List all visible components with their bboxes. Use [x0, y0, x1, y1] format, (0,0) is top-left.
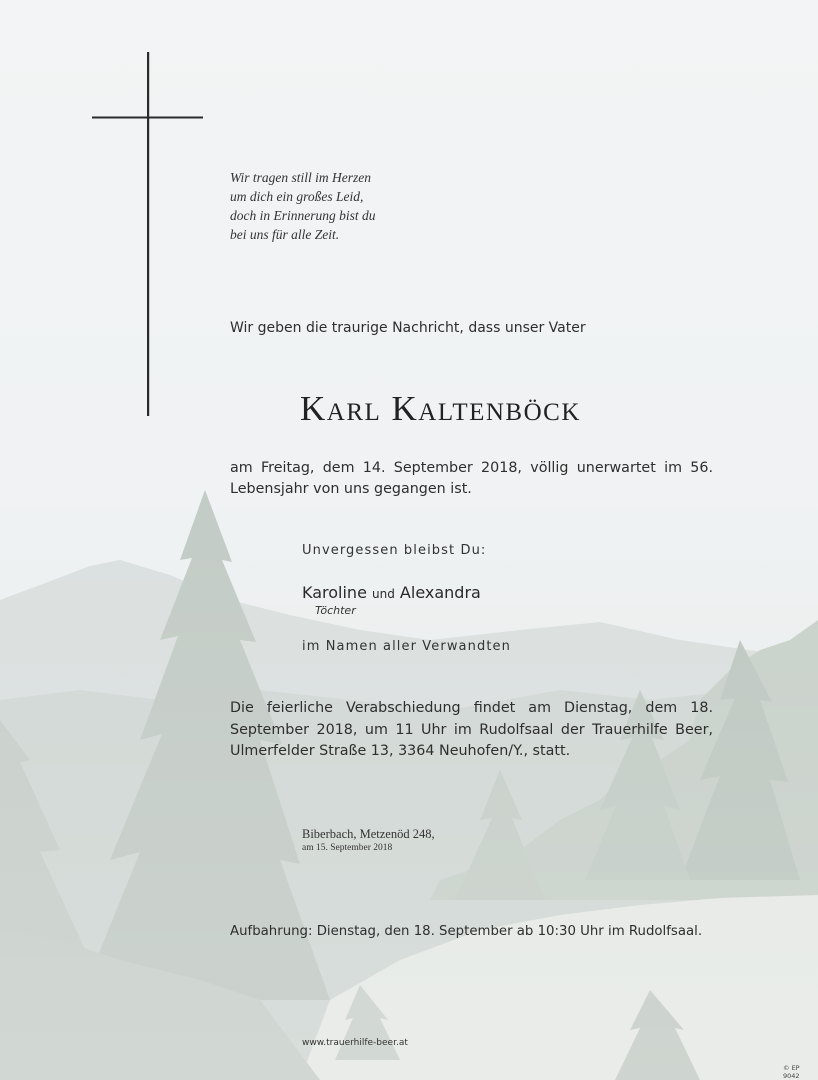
- ceremony-text: Die feierliche Verabschiedung findet am Dienstag, dem 18. September 2018, um 11 Uhr im Rudolfsaal der Trauerhilfe Beer, Ulmerfelder Straße 13, 3364 Neuhofen/Y., statt.: [230, 700, 713, 759]
- daughter-name: Alexandra: [399, 583, 481, 602]
- website-link[interactable]: www.trauerhilfe-beer.at: [302, 1038, 408, 1048]
- lying-in-state-text: Aufbahrung: Dienstag, den 18. September ab 10:30 Uhr im Rudolfsaal.: [230, 924, 703, 939]
- mourner-role: Töchter: [315, 604, 356, 617]
- intro-text: Wir geben die traurige Nachricht, dass unser Vater: [230, 320, 586, 336]
- poem-line: doch in Erinnerung bist du: [230, 208, 376, 223]
- passing-text: am Freitag, dem 14. September 2018, völlig unerwartet im 56. Lebensjahr von uns gegangen ist.: [230, 460, 713, 497]
- deceased-name: Karl Kaltenböck: [300, 389, 581, 428]
- print-code: © EP 9042: [783, 1064, 800, 1080]
- mourners-heading: Unvergessen bleibst Du:: [302, 543, 487, 558]
- place-address: Biberbach, Metzenöd 248,: [302, 827, 435, 841]
- daughters-names: [302, 583, 481, 602]
- relatives-line: im Namen aller Verwandten: [302, 639, 511, 654]
- poem: [230, 168, 376, 244]
- poem-line: um dich ein großes Leid,: [230, 189, 364, 204]
- daughter-name: Karoline: [302, 583, 367, 602]
- cross-icon: [90, 52, 204, 418]
- poem-line: Wir tragen still im Herzen: [230, 170, 371, 185]
- poem-line: bei uns für alle Zeit.: [230, 227, 340, 242]
- connector-word: und: [372, 587, 395, 601]
- place-date: am 15. September 2018: [302, 843, 393, 853]
